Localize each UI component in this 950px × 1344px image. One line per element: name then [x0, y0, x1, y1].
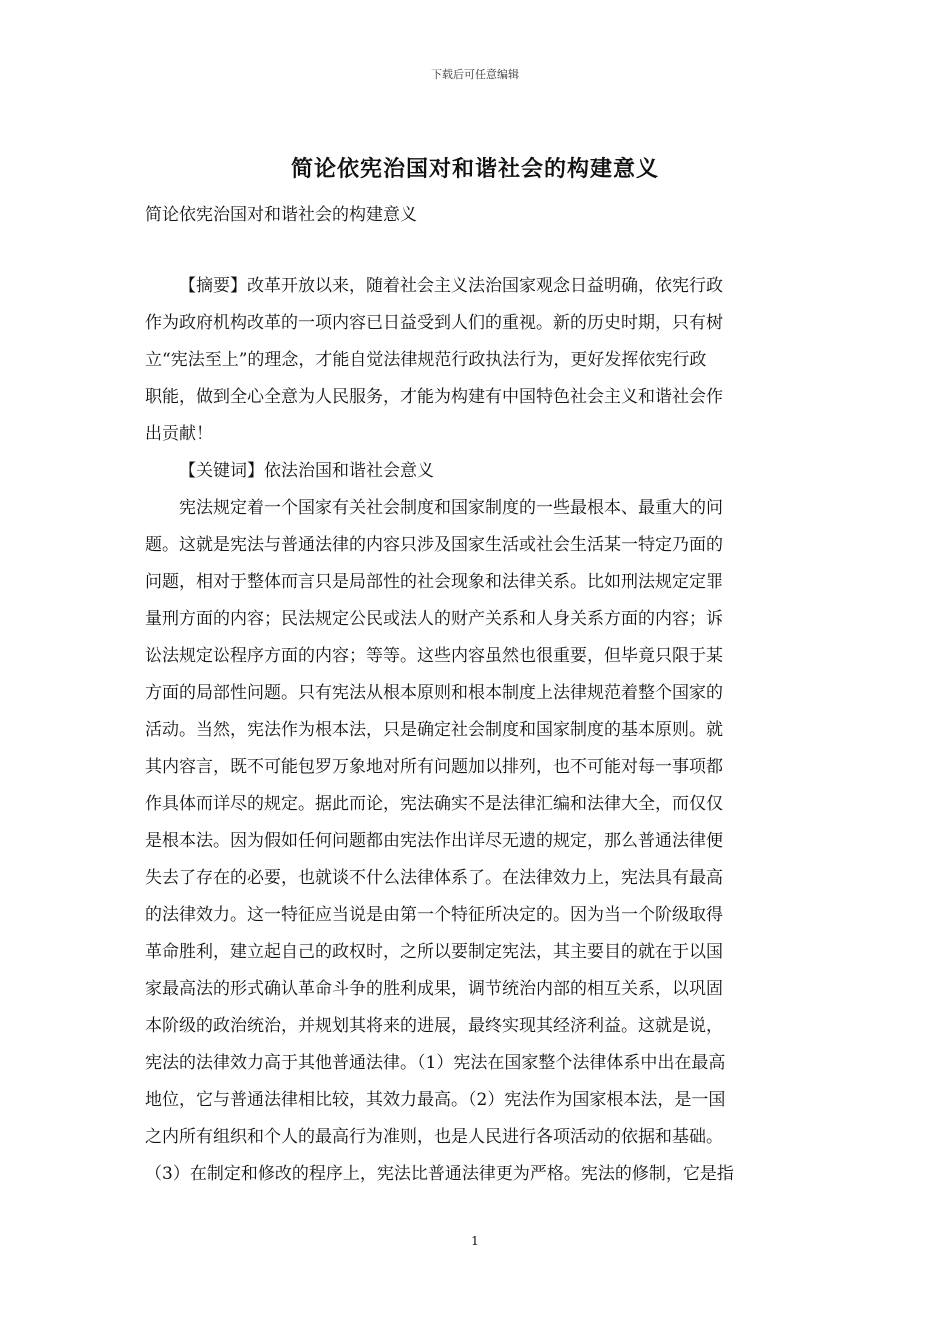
text-line: 本阶级的政治统治，并规划其将来的进展，最终实现其经济利益。这就是说，: [145, 1016, 723, 1036]
text-line: 其内容言，既不可能包罗万象地对所有问题加以排列，也不可能对每一事项都: [145, 757, 723, 777]
text-line: 家最高法的形式确认革命斗争的胜利成果，调节统治内部的相互关系，以巩固: [145, 979, 723, 999]
text-line: 出贡献！: [145, 424, 213, 444]
text-line: 革命胜利，建立起自己的政权时，之所以要制定宪法，其主要目的就在于以国: [145, 942, 723, 962]
text-line: 讼法规定讼程序方面的内容；等等。这些内容虽然也很重要，但毕竟只限于某: [145, 646, 723, 666]
text-line: 是根本法。因为假如任何问题都由宪法作出详尽无遗的规定，那么普通法律便: [145, 831, 723, 851]
text-line: 失去了存在的必要，也就谈不什么法律体系了。在法律效力上，宪法具有最高: [145, 868, 723, 888]
text-line: 活动。当然，宪法作为根本法，只是确定社会制度和国家制度的基本原则。就: [145, 720, 723, 740]
text-line: 量刑方面的内容；民法规定公民或法人的财产关系和人身关系方面的内容；诉: [145, 609, 723, 629]
text-line: 的法律效力。这一特征应当说是由第一个特征所决定的。因为当一个阶级取得: [145, 905, 723, 925]
document-body: [145, 268, 807, 1193]
text-line: 宪法的法律效力高于其他普通法律。（1）宪法在国家整个法律体系中出在最高: [145, 1053, 726, 1073]
document-title: 简论依宪治国对和谐社会的构建意义: [290, 156, 659, 182]
text-line: 【摘要】改革开放以来，随着社会主义法治国家观念日益明确，依宪行政: [179, 276, 723, 296]
page-header-note: 下载后可任意编辑: [431, 68, 519, 81]
body-paragraph: [145, 490, 807, 1193]
text-line: 地位，它与普通法律相比较，其效力最高。（2）宪法作为国家根本法，是一国: [145, 1090, 726, 1110]
text-line: （3）在制定和修改的程序上，宪法比普通法律更为严格。宪法的修制，它是指: [145, 1164, 734, 1184]
text-line: 题。这就是宪法与普通法律的内容只涉及国家生活或社会生活某一特定乃面的: [145, 535, 723, 555]
text-line: 之内所有组织和个人的最高行为准则，也是人民进行各项活动的依据和基础。: [145, 1127, 723, 1147]
text-line: 宪法规定着一个国家有关社会制度和国家制度的一些最根本、最重大的问: [179, 498, 723, 518]
text-line: 方面的局部性问题。只有宪法从根本原则和根本制度上法律规范着整个国家的: [145, 683, 723, 703]
text-line: 立“宪法至上”的理念，才能自觉法律规范行政执法行为，更好发挥依宪行政: [145, 350, 707, 370]
text-line: 作具体而详尽的规定。据此而论，宪法确实不是法律汇编和法律大全，而仅仅: [145, 794, 723, 814]
text-line: 【关键词】依法治国和谐社会意义: [179, 461, 434, 481]
abstract-paragraph: [145, 268, 807, 453]
keywords-paragraph: [145, 453, 807, 490]
text-line: 作为政府机构改革的一项内容已日益受到人们的重视。新的历史时期，只有树: [145, 313, 723, 333]
text-line: 问题，相对于整体而言只是局部性的社会现象和法律关系。比如刑法规定定罪: [145, 572, 723, 592]
page-number: 1: [471, 1234, 479, 1248]
text-line: 职能，做到全心全意为人民服务，才能为构建有中国特色社会主义和谐社会作: [145, 387, 723, 407]
document-subtitle: 简论依宪治国对和谐社会的构建意义: [145, 205, 417, 225]
